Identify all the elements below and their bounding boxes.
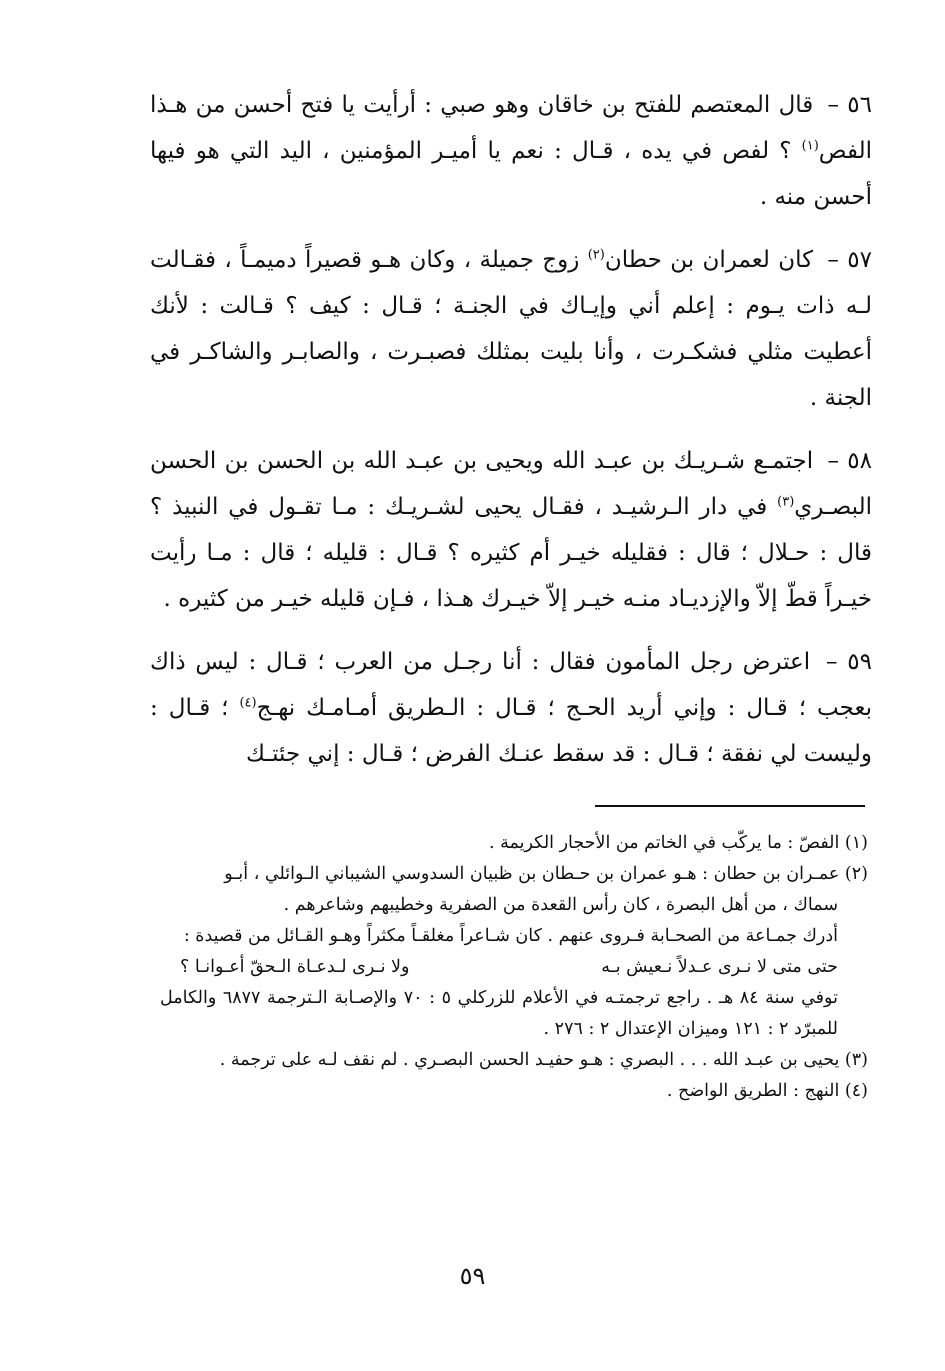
paragraph-text: كان لعمران بن حطان [604, 247, 814, 273]
paragraph-number: ٥٦ – [827, 92, 873, 118]
footnote-2 [160, 859, 868, 952]
paragraph-57 [150, 237, 872, 421]
footnote-2-line: (٢) عمـران بن حطان : هـو عمران بن حـطان بن ظبيان السدوسي الشيباني الـوائلي ، أبـو [224, 864, 868, 884]
poem-verse [160, 952, 868, 983]
paragraph-number: ٥٧ – [827, 247, 872, 273]
footnote-2-line: توفي سنة ٨٤ هـ . راجع ترجمتـه في الأعلام للزركلي ٥ : ٧٠ والإصـابة الـترجمة ٦٨٧٧ والكامل للمبرّد ٢ : ١٢١ وميزان الإعتدال ٢ : ٢٧٦ . [160, 988, 838, 1039]
footnote-4: (٤) النهج : الطريق الواضح . [666, 1081, 868, 1101]
paragraph-text: اجتمـع شـريـك بن عبـد الله ويحيى بن عبـد الله بن الحسن بن الحسن البصـري [150, 448, 872, 520]
verse-first-hemistich: حتى متى لا نـرى عـدلاً نـعيش بـه [601, 957, 838, 977]
footnote-ref[interactable]: (٤) [239, 695, 257, 711]
paragraph-number: ٥٨ – [827, 448, 873, 474]
footnote-ref[interactable]: (١) [801, 138, 819, 154]
footnote-divider [595, 805, 865, 807]
main-text [150, 82, 872, 794]
footnote-3: (٣) يحيى بن عبـد الله . . . البصري : هـو حفيـد الحسن البصـري . لم نقف لـه على ترجمة . [219, 1050, 868, 1070]
paragraph-number: ٥٩ – [825, 649, 873, 675]
footnote-2-sources [160, 983, 868, 1045]
paragraph-56 [150, 82, 872, 220]
footnote-1: (١) الفصّ : ما يركّب في الخاتم من الأحجار الكريمة . [489, 833, 868, 853]
verse-second-hemistich: ولا نـرى لـدعـاة الـحقّ أعـوانـا ؟ [180, 957, 410, 977]
paragraph-text: ؟ لفص في يده ، قـال : نعم يا أميـر المؤمنين ، اليد التي هو فيها أحسن منه . [150, 138, 872, 210]
paragraph-58 [150, 438, 872, 622]
paragraph-text: اعترض رجل المأمون فقال : أنا رجـل من العرب ؛ قـال : ليس ذاك بعجب ؛ قـال : وإني أريد الحـج ؛ قـال : الـطريق أمـامـك نهـج [150, 649, 872, 721]
footnote-ref[interactable]: (٣) [777, 494, 795, 510]
footnotes [160, 828, 868, 1107]
footnote-2-line: أدرك جمـاعة من الصحـابة فـروى عنهم . كان شـاعراً مغلقـاً مكثراً وهـو القـائل من قصيدة : [183, 926, 838, 946]
paragraph-text: ؛ قـال : وليست لي نفقة ؛ قـال : قد سقط عنـك الفرض ؛ قـال : إني جئتـك [150, 695, 872, 767]
paragraph-text: زوج جميلة ، وكان هـو قصيراً دميمـاً ، فقـالت لـه ذات يـوم : إعلم أني وإيـاك في الجنـة ؛ قـال : كيف ؟ قـالت : لأنك أعطيت مثلي فشكـرت ، وأنا بليت بمثلك فصبـرت ، والصابـر والشاكـر في الجنة . [150, 247, 872, 411]
paragraph-59 [150, 639, 872, 777]
paragraph-text: في دار الـرشيـد ، فقـال يحيى لشـريـك : مـا تقـول في النبيذ ؟ قال : حـلال ؛ قال : فقليله خيـر أم كثيره ؟ قـال : قليله ؛ قال : مـا رأيت خيـراً قطّ إلاّ والإزديـاد منـه خيـر إلاّ خيـرك هـذا ، فـإن قليله خيـر من كثيره . [150, 494, 872, 612]
footnote-ref[interactable]: (٢) [587, 247, 605, 263]
paragraph-text: قال المعتصم للفتح بن خاقان وهو صبي : أرأيت يا فتح أحسن من هـذا الفص [150, 92, 872, 164]
page-number: ٥٩ [459, 1262, 486, 1290]
footnote-2-line: سماك ، من أهل البصرة ، كان رأس القعدة من الصفرية وخطيبهم وشاعرهم . [283, 895, 838, 915]
